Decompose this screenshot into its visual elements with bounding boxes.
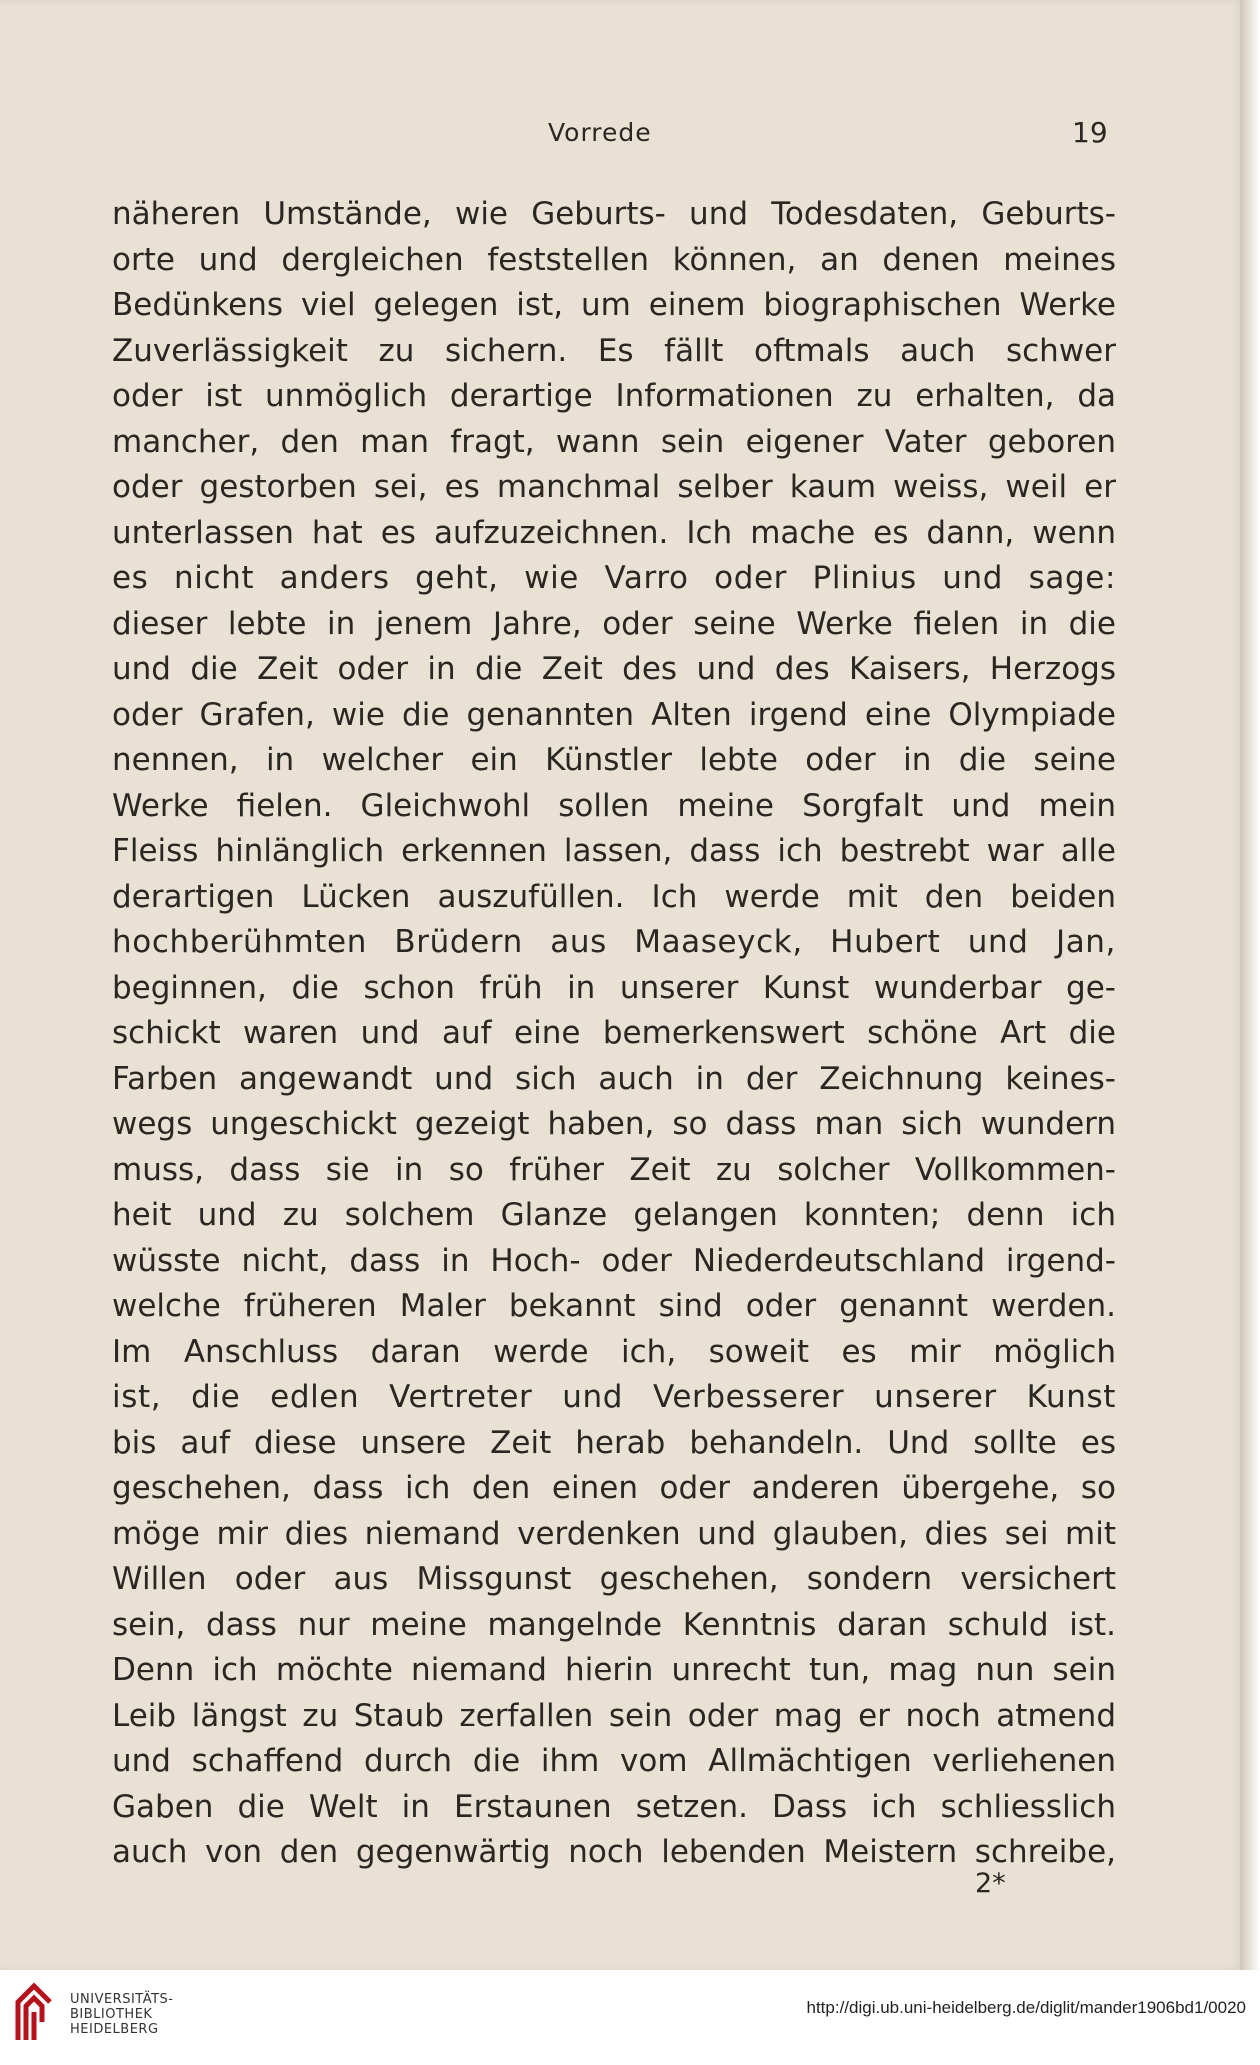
text-line: welche früheren Maler bekannt sind oder genannt werden. (112, 1288, 1116, 1324)
text-line: beginnen, die schon früh in unserer Kunst wunderbar ge- (112, 969, 1116, 1006)
text-line: hochberühmten Brüdern aus Maaseyck, Hubert und Jan, (112, 924, 1116, 960)
page-number: 19 (1072, 116, 1108, 149)
running-head (0, 118, 1245, 158)
text-line: ist, die edlen Vertreter und Verbesserer unserer Kunst (112, 1379, 1116, 1415)
library-name-line: HEIDELBERG (70, 2022, 159, 2037)
text-line: Werke fielen. Gleichwohl sollen meine Sorgfalt und mein (112, 787, 1116, 824)
text-line: oder gestorben sei, es manchmal selber kaum weiss, weil er (112, 469, 1116, 505)
text-line: nennen, in welcher ein Künstler lebte oder in die seine (112, 742, 1116, 778)
text-line: näheren Umstände, wie Geburts- und Todesdaten, Geburts- (112, 196, 1116, 232)
text-line: es nicht anders geht, wie Varro oder Plinius und sage: (112, 560, 1116, 596)
text-line: heit und zu solchem Glanze gelangen konnten; denn ich (112, 1197, 1116, 1233)
library-logo-icon (14, 1982, 56, 2044)
text-line: Fleiss hinlänglich erkennen lassen, dass ich bestrebt war alle (112, 833, 1116, 869)
text-line: wüsste nicht, dass in Hoch- oder Niederdeutschland irgend- (112, 1242, 1116, 1279)
text-line: Denn ich möchte niemand hierin unrecht tun, mag nun sein (112, 1652, 1116, 1688)
text-line: und schaffend durch die ihm vom Allmächtigen verliehenen (112, 1743, 1116, 1779)
text-line: Bedünkens viel gelegen ist, um einem biographischen Werke (112, 287, 1116, 323)
text-line: Leib längst zu Staub zerfallen sein oder mag er noch atmend (112, 1697, 1116, 1734)
text-line: oder ist unmöglich derartige Informationen zu erhalten, da (112, 378, 1116, 414)
text-line: sein, dass nur meine mangelnde Kenntnis daran schuld ist. (112, 1606, 1116, 1643)
text-line: derartigen Lücken auszufüllen. Ich werde mit den beiden (112, 878, 1116, 915)
text-line: Im Anschluss daran werde ich, soweit es mir möglich (112, 1333, 1116, 1370)
library-name-line: BIBLIOTHEK (70, 2007, 153, 2022)
text-line: muss, dass sie in so früher Zeit zu solcher Vollkommen- (112, 1151, 1116, 1188)
text-line: unterlassen hat es aufzuzeichnen. Ich mache es dann, wenn (112, 514, 1116, 551)
text-line: Willen oder aus Missgunst geschehen, sondern versichert (112, 1561, 1116, 1597)
text-line: geschehen, dass ich den einen oder anderen übergehe, so (112, 1470, 1116, 1506)
text-line: schickt waren und auf eine bemerkenswert schöne Art die (112, 1015, 1116, 1051)
text-line: Farben angewandt und sich auch in der Zeichnung keines- (112, 1060, 1116, 1097)
library-name-line: UNIVERSITÄTS- (70, 1992, 174, 2007)
page-edge-shadow (1240, 0, 1260, 1970)
body-text (112, 192, 1116, 1876)
library-name (70, 1992, 174, 2037)
source-url-link[interactable]: http://digi.ub.uni-heidelberg.de/diglit/mander1906bd1/0020 (806, 1998, 1246, 2017)
text-line: orte und dergleichen feststellen können, an denen meines (112, 241, 1116, 278)
running-title: Vorrede (548, 118, 652, 147)
text-line: wegs ungeschickt gezeigt haben, so dass man sich wundern (112, 1106, 1116, 1142)
text-line: und die Zeit oder in die Zeit des und des Kaisers, Herzogs (112, 651, 1116, 687)
text-line: Gaben die Welt in Erstaunen setzen. Dass ich schliesslich (112, 1788, 1116, 1825)
text-line: oder Grafen, wie die genannten Alten irgend eine Olympiade (112, 696, 1116, 733)
text-line: Zuverlässigkeit zu sichern. Es fällt oftmals auch schwer (112, 332, 1116, 369)
text-line: bis auf diese unsere Zeit herab behandeln. Und sollte es (112, 1424, 1116, 1461)
text-line: mancher, den man fragt, wann sein eigener Vater geboren (112, 423, 1116, 460)
text-line: dieser lebte in jenem Jahre, oder seine Werke fielen in die (112, 605, 1116, 642)
signature-mark: 2* (975, 1868, 1006, 1899)
text-line: möge mir dies niemand verdenken und glauben, dies sei mit (112, 1515, 1116, 1552)
text-line: auch von den gegenwärtig noch lebenden Meistern schreibe, (112, 1834, 1116, 1870)
